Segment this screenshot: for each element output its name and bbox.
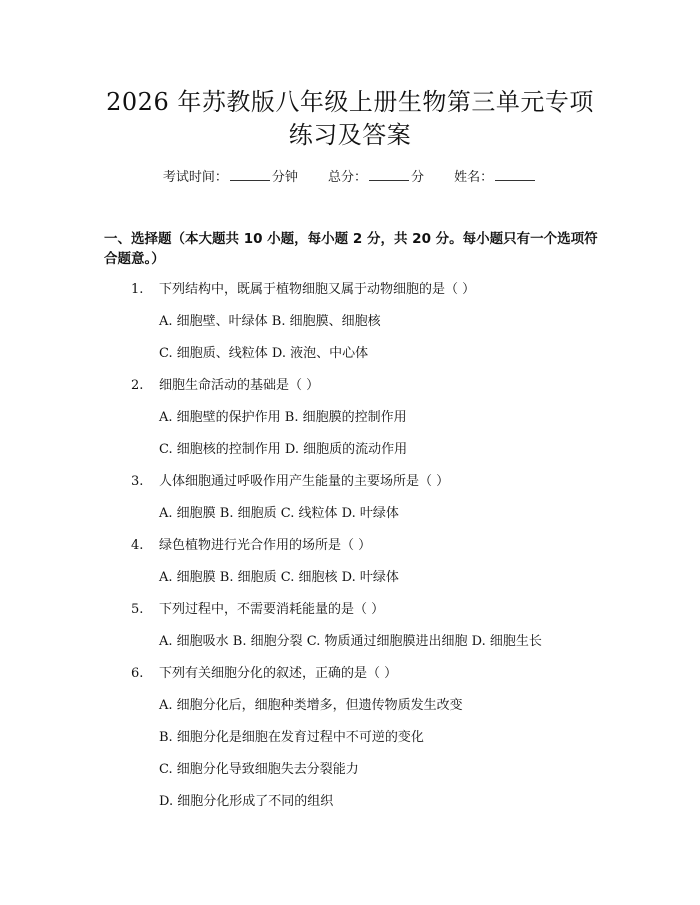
- exam-name: [454, 170, 537, 185]
- question-number: 1.: [131, 282, 144, 297]
- question-5: [131, 601, 384, 619]
- option-line: D. 细胞分化形成了不同的组织: [159, 794, 334, 809]
- question-3: [131, 473, 449, 491]
- question-text: 下列结构中，既属于植物细胞又属于动物细胞的是（ ）: [159, 282, 476, 297]
- exam-time-unit: 分钟: [271, 170, 298, 185]
- exam-score: [328, 170, 428, 185]
- question-text: 绿色植物进行光合作用的场所是（ ）: [159, 538, 372, 553]
- exam-meta: [0, 166, 700, 185]
- section-heading: 一、选择题（本大题共 10 小题，每小题 2 分，共 20 分。每小题只有一个选项符合题意。）: [104, 231, 598, 267]
- exam-name-label: 姓名：: [454, 170, 494, 185]
- question-text: 下列有关细胞分化的叙述，正确的是（ ）: [159, 666, 398, 681]
- question-number: 4.: [131, 538, 144, 553]
- document-title-line-2: 练习及答案: [288, 121, 412, 149]
- question-text: 细胞生命活动的基础是（ ）: [159, 378, 320, 393]
- option-line: A. 细胞壁、叶绿体 B. 细胞膜、细胞核: [159, 314, 381, 329]
- question-2: [131, 377, 319, 395]
- exam-time: [163, 170, 302, 185]
- option-line: A. 细胞膜 B. 细胞质 C. 细胞核 D. 叶绿体: [159, 570, 399, 585]
- question-4: [131, 537, 371, 555]
- exam-time-blank[interactable]: [230, 168, 270, 181]
- exam-name-blank[interactable]: [495, 168, 535, 181]
- option-line: C. 细胞质、线粒体 D. 液泡、中心体: [159, 346, 369, 361]
- question-text: 人体细胞通过呼吸作用产生能量的主要场所是（ ）: [159, 474, 450, 489]
- question-number: 6.: [131, 666, 144, 681]
- question-number: 3.: [131, 474, 144, 489]
- exam-score-label: 总分：: [327, 170, 367, 185]
- option-line: A. 细胞分化后，细胞种类增多，但遗传物质发生改变: [159, 698, 463, 713]
- question-6: [131, 665, 397, 683]
- option-line: A. 细胞吸水 B. 细胞分裂 C. 物质通过细胞膜进出细胞 D. 细胞生长: [159, 634, 542, 649]
- question-number: 5.: [131, 602, 144, 617]
- exam-score-blank[interactable]: [369, 168, 409, 181]
- exam-score-unit: 分: [411, 170, 425, 185]
- question-number: 2.: [131, 378, 144, 393]
- option-line: B. 细胞分化是细胞在发育过程中不可逆的变化: [159, 730, 424, 745]
- option-line: C. 细胞分化导致细胞失去分裂能力: [159, 762, 359, 777]
- option-line: A. 细胞壁的保护作用 B. 细胞膜的控制作用: [159, 410, 407, 425]
- question-1: [131, 281, 475, 299]
- option-line: C. 细胞核的控制作用 D. 细胞质的流动作用: [159, 442, 408, 457]
- document-title-line-1: 2026 年苏教版八年级上册生物第三单元专项: [106, 88, 594, 116]
- question-text: 下列过程中，不需要消耗能量的是（ ）: [159, 602, 385, 617]
- option-line: A. 细胞膜 B. 细胞质 C. 线粒体 D. 叶绿体: [159, 506, 399, 521]
- exam-time-label: 考试时间：: [162, 170, 228, 185]
